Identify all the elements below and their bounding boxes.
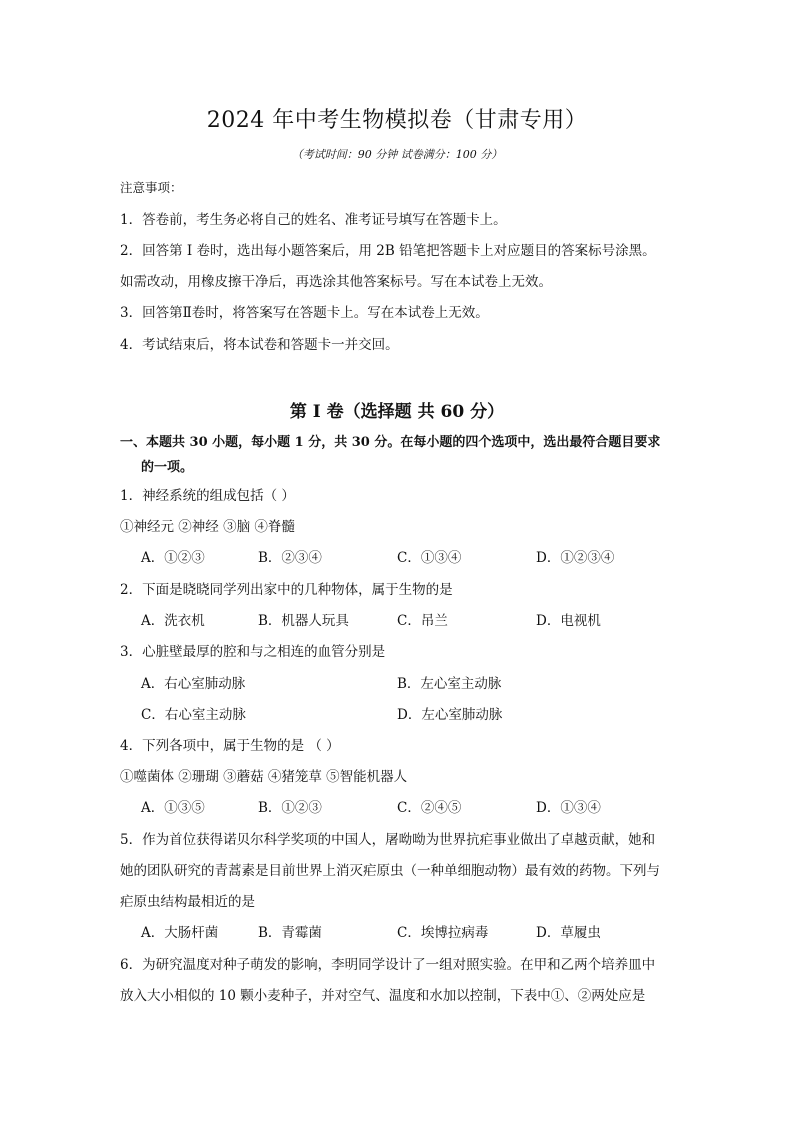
note-item-3: 3．回答第Ⅱ卷时，将答案写在答题卡上。写在本试卷上无效。: [120, 305, 489, 321]
question-4-option-b: B．①②③: [258, 800, 322, 816]
question-2-option-c: C．吊兰: [397, 613, 448, 629]
question-6-stem-line-1: 6．为研究温度对种子萌发的影响，李明同学设计了一组对照实验。在甲和乙两个培养皿中: [120, 957, 656, 973]
section-title: 第 I 卷（选择题 共 60 分）: [289, 402, 505, 422]
question-4-option-a: A．①③⑤: [141, 800, 205, 816]
question-4-option-d: D．①③④: [536, 800, 601, 816]
question-1-option-c: C．①③④: [397, 550, 462, 566]
note-item-1: 1．答卷前，考生务必将自己的姓名、准考证号填写在答题卡上。: [120, 212, 507, 228]
question-1-option-b: B．②③④: [258, 550, 322, 566]
question-1-items: ①神经元 ②神经 ③脑 ④脊髓: [120, 519, 295, 535]
section-instruction-cont: 的一项。: [141, 460, 194, 475]
exam-info: （考试时间：90 分钟 试卷满分：100 分）: [291, 148, 503, 161]
note-item-4: 4．考试结束后，将本试卷和答题卡一并交回。: [120, 337, 399, 353]
question-3-option-c: C．右心室主动脉: [141, 707, 246, 723]
question-1-option-a: A．①②③: [141, 550, 205, 566]
question-1-stem: 1．神经系统的组成包括（ ）: [120, 488, 295, 504]
note-item-2-cont: 如需改动，用橡皮擦干净后，再选涂其他答案标号。写在本试卷上无效。: [120, 274, 552, 290]
question-4-stem: 4．下列各项中，属于生物的是 （ ）: [120, 738, 340, 754]
section-instruction: 一、本题共 30 小题，每小题 1 分，共 30 分。在每小题的四个选项中，选出最符合题目要求: [120, 435, 661, 450]
question-3-stem: 3．心脏壁最厚的腔和与之相连的血管分别是: [120, 644, 386, 660]
page-title: 2024 年中考生物模拟卷（甘肃专用）: [206, 108, 588, 133]
question-5-option-a: A．大肠杆菌: [141, 925, 219, 941]
question-3-option-d: D．左心室肺动脉: [397, 707, 503, 723]
question-2-option-d: D．电视机: [536, 613, 601, 629]
question-4-option-c: C．②④⑤: [397, 800, 462, 816]
question-5-stem-line-2: 她的团队研究的青蒿素是目前世界上消灭疟原虫（一种单细胞动物）最有效的药物。下列与: [120, 863, 660, 879]
question-5-stem-line-3: 疟原虫结构最相近的是: [120, 894, 255, 910]
note-item-2: 2．回答第 I 卷时，选出每小题答案后，用 2B 铅笔把答题卡上对应题目的答案标号涂黑。: [120, 243, 656, 259]
question-3-option-b: B．左心室主动脉: [397, 676, 502, 692]
question-2-stem: 2．下面是晓晓同学列出家中的几种物体，属于生物的是: [120, 582, 453, 598]
question-6-stem-line-2: 放入大小相似的 10 颗小麦种子，并对空气、温度和水加以控制，下表中①、②两处应是: [120, 988, 646, 1004]
question-5-stem-line-1: 5．作为首位获得诺贝尔科学奖项的中国人，屠呦呦为世界抗疟事业做出了卓越贡献，她和: [120, 832, 656, 848]
question-5-option-c: C．埃博拉病毒: [397, 925, 489, 941]
question-4-items: ①噬菌体 ②珊瑚 ③蘑菇 ④猪笼草 ⑤智能机器人: [120, 769, 408, 785]
question-5-option-d: D．草履虫: [536, 925, 601, 941]
question-3-option-a: A．右心室肺动脉: [141, 676, 246, 692]
question-2-option-a: A．洗衣机: [141, 613, 205, 629]
question-5-option-b: B．青霉菌: [258, 925, 322, 941]
notes-heading: 注意事项：: [120, 180, 183, 195]
question-2-option-b: B．机器人玩具: [258, 613, 349, 629]
question-1-option-d: D．①②③④: [536, 550, 615, 566]
